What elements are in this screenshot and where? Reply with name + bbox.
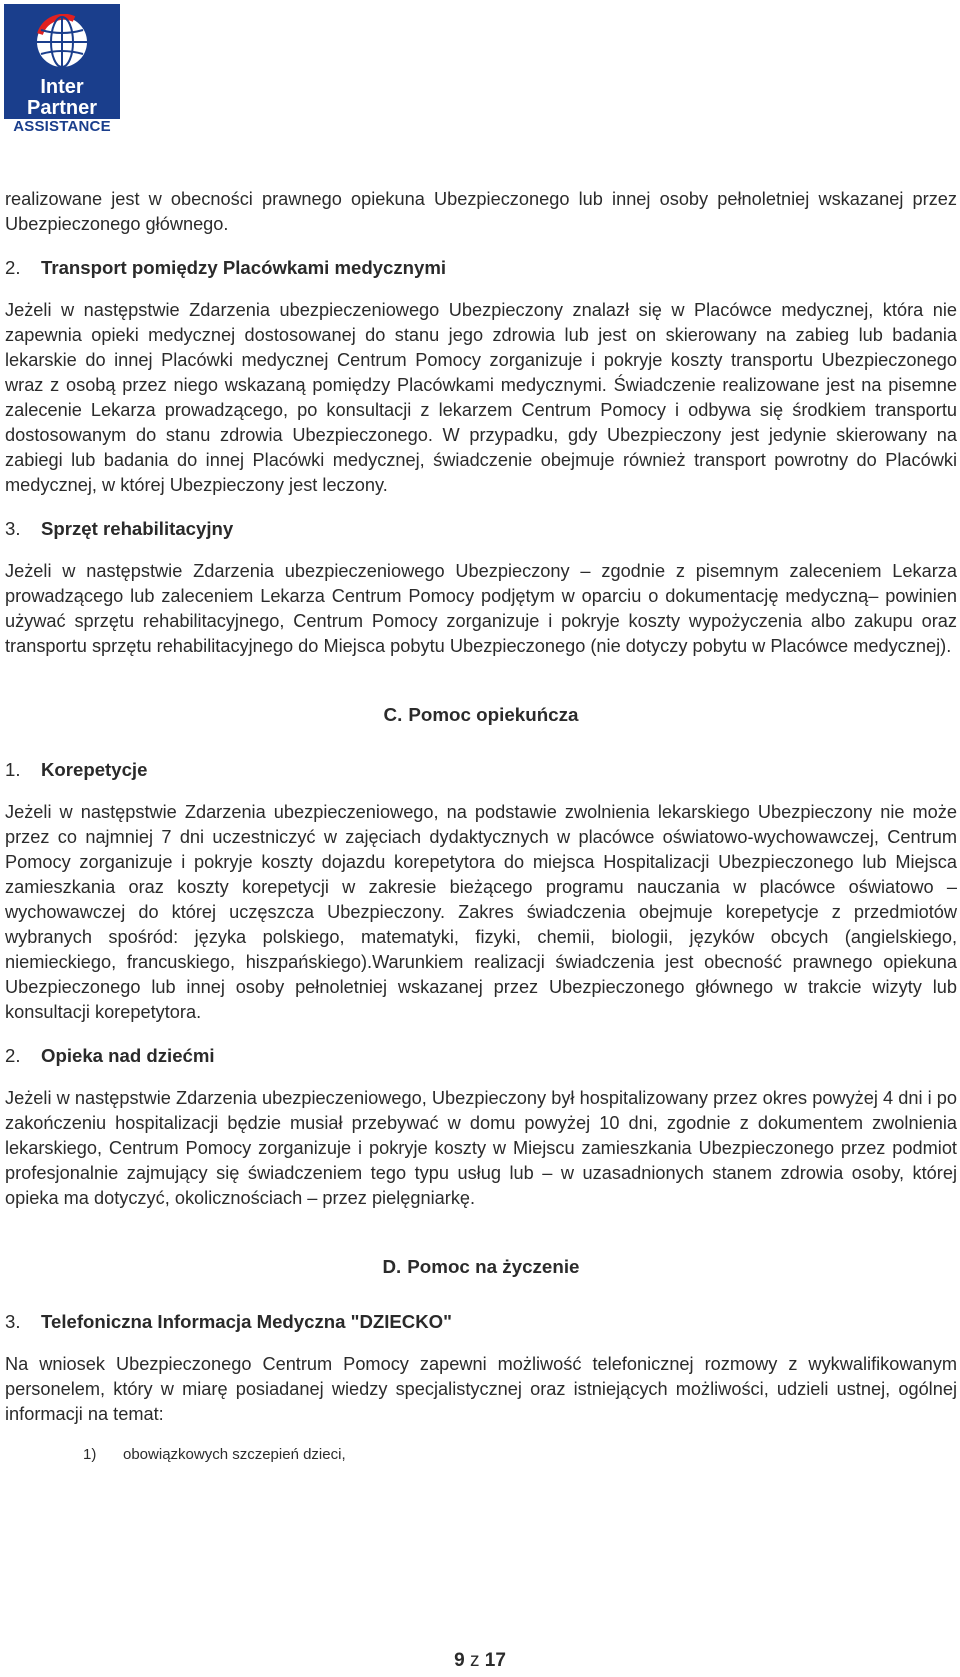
globe-icon (34, 14, 90, 70)
inter-partner-assistance-logo (4, 4, 120, 134)
logo-text-partner: Partner (26, 97, 98, 119)
section-title: Transport pomiędzy Placówkami medycznymi (41, 257, 447, 278)
list-item-text: obowiązkowych szczepień dzieci, (123, 1446, 346, 1463)
section-number: 2. (5, 257, 21, 278)
transport-paragraph: Jeżeli w następstwie Zdarzenia ubezpieczeniowego Ubezpieczony znalazł się w Placówce medycznej, która nie zapewnia opieki medycznej dostosowanej do stanu jego zdrowia lub jest on skierowany na zabieg lub badania lekarskie do innej Placówki medycznej Centrum Pomocy zorganizuje i pokryje koszty transportu Ubezpieczonego wraz z osobą przez niego wskazaną pomiędzy Placówkami medycznymi. Świadczenie realizowane jest na pisemne zalecenie Lekarza prowadzącego, po konsultacji z lekarzem Centrum Pomocy i odbywa się środkiem transportu dostosowanym do stanu zdrowia Ubezpieczonego. W przypadku, gdy Ubezpieczony jest jedynie skierowany na zabiegi lub badania do innej Placówki medycznej, świadczenie obejmuje również transport powrotny do Placówki medycznej, w której Ubezpieczony jest leczony. (5, 300, 957, 495)
list-item-number: 1) (83, 1446, 97, 1463)
intro-paragraph: realizowane jest w obecności prawnego opiekuna Ubezpieczonego lub innej osoby pełnoletniej wskazanej przez Ubezpieczonego głównego. (5, 189, 957, 234)
section-d-heading (5, 1254, 957, 1279)
tutoring-paragraph: Jeżeli w następstwie Zdarzenia ubezpieczeniowego, na podstawie zwolnienia lekarskiego Ubezpieczony nie może przez co najmniej 7 dni uczestniczyć w zajęciach dydaktycznych w placówce oświatowo-wychowawczej, Centrum Pomocy zorganizuje i pokryje koszty dojazdu korepetytora do miejsca Hospitalizacji Ubezpieczonego lub Miejsca zamieszkania oraz koszty korepetycji w zakresie bieżącego programu nauczania w placówce oświatowo – wychowawczej do której uczęszcza Ubezpieczony. Zakres świadczenia obejmuje korepetycje z przedmiotów wybranych spośród: języka polskiego, matematyki, fizyki, chemii, biologii, języków obcych (angielskiego, niemieckiego, francuskiego, hiszpańskiego).Warunkiem realizacji świadczenia jest obecność prawnego opiekuna Ubezpieczonego lub innej osoby pełnoletniej wskazanej przez Ubezpieczonego głównego w trakcie wizyty lub konsultacji korepetytora. (5, 802, 957, 1022)
section-heading-transport (5, 255, 957, 280)
section-heading-equipment (5, 516, 957, 541)
section-title: Korepetycje (41, 759, 148, 780)
logo-text-inter: Inter (40, 76, 84, 98)
section-title: Pomoc opiekuńcza (408, 704, 579, 725)
section-letter: D. (382, 1256, 402, 1277)
section-c-heading (5, 702, 957, 727)
page-number-footer (0, 1650, 960, 1672)
section-heading-tutoring (5, 757, 957, 782)
section-number: 2. (5, 1045, 21, 1066)
page-separator: z (469, 1650, 480, 1671)
section-number: 3. (5, 1311, 21, 1332)
childcare-paragraph: Jeżeli w następstwie Zdarzenia ubezpieczeniowego, Ubezpieczony był hospitalizowany przez okres powyżej 4 dni i po zakończeniu hospitalizacji będzie musiał przebywać w domu powyżej 10 dni, zgodnie z dokumentem zwolnienia lekarskiego, Centrum Pomocy zorganizuje i pokryje koszty w Miejscu zamieszkania Ubezpieczonego przez podmiot profesjonalnie zajmujący się świadczeniem tego typu usług lub – w uzasadnionych stanem zdrowia osoby, której opieka ma dotyczyć, okolicznościach – przez pielęgniarkę. (5, 1088, 957, 1208)
list-item (5, 1445, 957, 1465)
section-number: 1. (5, 759, 21, 780)
section-letter: C. (383, 704, 403, 725)
equipment-paragraph: Jeżeli w następstwie Zdarzenia ubezpieczeniowego Ubezpieczony – zgodnie z pisemnym zaleceniem Lekarza prowadzącego lub zaleceniem Lekarza Centrum Pomocy podjętym w oparciu o dokumentację medyczną– powinien używać sprzętu rehabilitacyjnego, Centrum Pomocy zorganizuje i pokryje koszty wypożyczenia albo zakupu oraz transportu sprzętu rehabilitacyjnego do Miejsca pobytu Ubezpieczonego (nie dotyczy pobytu w Placówce medycznej). (5, 561, 957, 656)
section-heading-medical-info (5, 1309, 957, 1334)
section-number: 3. (5, 518, 21, 539)
section-title: Pomoc na życzenie (407, 1256, 580, 1277)
section-title: Sprzęt rehabilitacyjny (41, 518, 234, 539)
logo-text-assistance: ASSISTANCE (4, 119, 120, 134)
medical-info-paragraph: Na wniosek Ubezpieczonego Centrum Pomocy zapewni możliwość telefonicznej rozmowy z wykwalifikowanym personelem, który w miarę posiadanej wiedzy specjalistycznej oraz istniejących możliwości, udzieli ustnej, ogólnej informacji na temat: (5, 1354, 957, 1424)
total-pages: 17 (484, 1650, 506, 1671)
section-title: Opieka nad dziećmi (41, 1045, 215, 1066)
section-title: Telefoniczna Informacja Medyczna "DZIECKO" (41, 1311, 452, 1332)
document-body (5, 187, 957, 1465)
section-heading-childcare (5, 1043, 957, 1068)
current-page: 9 (454, 1650, 465, 1671)
